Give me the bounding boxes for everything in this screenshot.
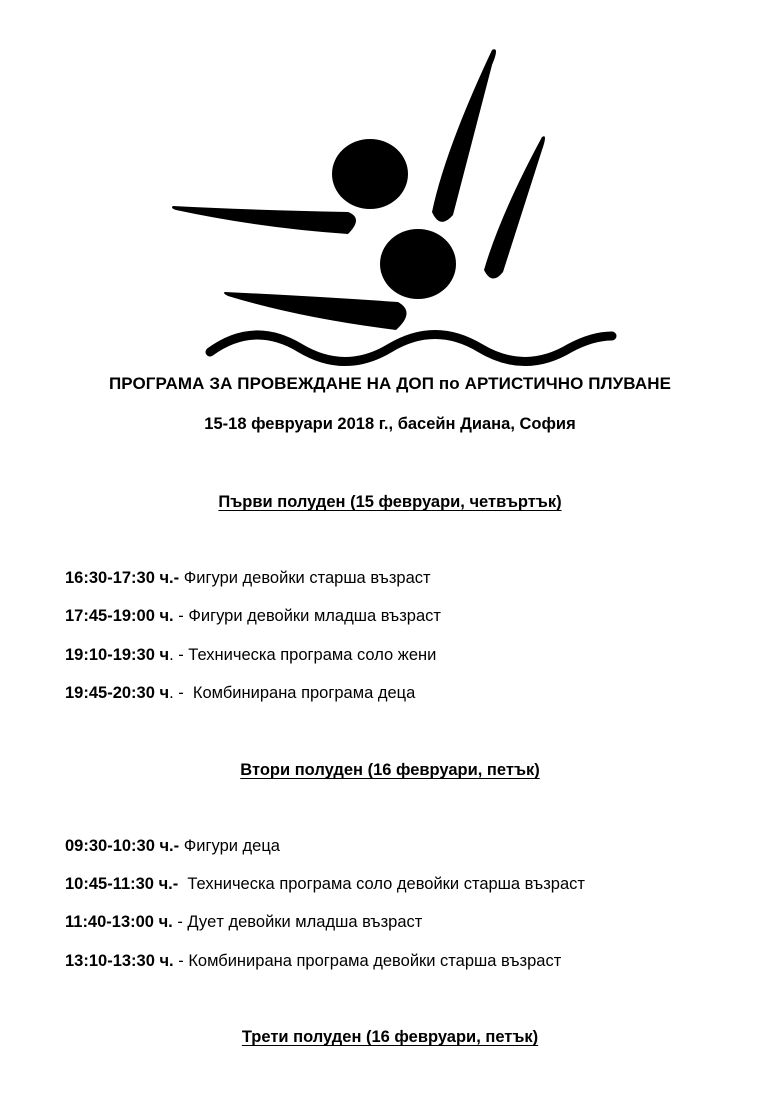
schedule-time: 17:45-19:00 ч. [65, 607, 174, 625]
schedule-time: 13:10-13:30 ч. [65, 952, 174, 970]
schedule-event: - Фигури девойки младша възраст [173, 607, 441, 625]
schedule-event: - Комбинирана програма девойки старша възраст [173, 952, 562, 970]
lower-arm-shape [224, 292, 407, 330]
schedule-time: 11:40-13:00 ч. [65, 913, 173, 931]
lower-head-shape [380, 229, 456, 299]
schedule-time: 09:30-10:30 ч.- [65, 837, 180, 855]
schedule-event: - Дуeт девойки младша възраст [172, 913, 423, 931]
day-heading: Първи полуден (15 февруари, четвъртък) [218, 493, 562, 511]
schedule-event: . - Техническа програма соло жени [169, 646, 437, 664]
schedule-event: Техническа програма соло девойки старша възраст [178, 875, 585, 893]
schedule-item [65, 875, 585, 894]
schedule-item [65, 646, 436, 665]
upper-arm-shape [172, 206, 356, 234]
day-heading: Втори полуден (16 февруари, петък) [240, 761, 540, 779]
artistic-swimming-pictogram-icon [170, 40, 620, 370]
schedule-time: 19:10-19:30 ч [65, 646, 170, 664]
schedule-event: . - Комбинирана програма деца [169, 684, 416, 702]
schedule-time: 19:45-20:30 ч [65, 684, 170, 702]
event-subtitle: 15-18 февруари 2018 г., басейн Диана, София [204, 415, 576, 433]
day-heading: Трети полуден (16 февруари, петък) [241, 1028, 539, 1046]
schedule-item [65, 952, 561, 971]
schedule-time: 16:30-17:30 ч.- [65, 569, 180, 587]
schedule-event: Фигури деца [179, 837, 280, 855]
water-wave-shape [210, 335, 612, 362]
schedule-item [65, 569, 431, 588]
schedule-event: Фигури девойки старша възраст [179, 569, 431, 587]
upper-leg-shape [432, 49, 496, 222]
schedule-item [65, 607, 441, 626]
schedule-item [65, 837, 280, 856]
schedule-time: 10:45-11:30 ч.- [65, 875, 179, 893]
schedule-item [65, 684, 415, 703]
schedule-item [65, 913, 422, 932]
upper-head-shape [332, 139, 408, 209]
lower-leg-shape [484, 136, 545, 278]
page-title: ПРОГРАМА ЗА ПРОВЕЖДАНЕ НА ДОП по АРТИСТИЧНО ПЛУВАНЕ [108, 374, 672, 393]
